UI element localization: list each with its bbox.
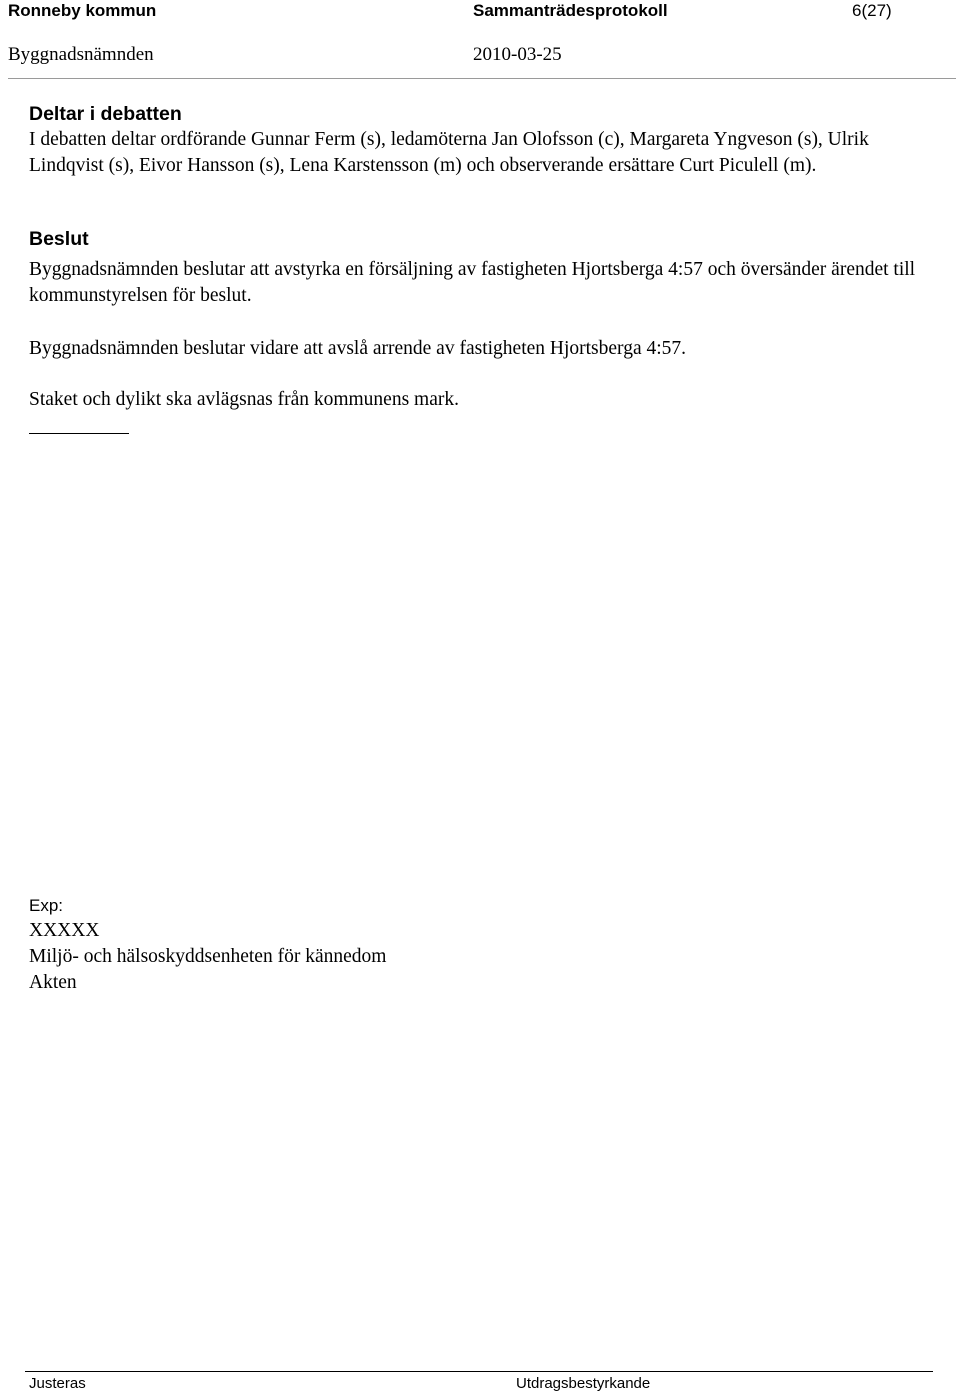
expedition-recipient: Akten [29,972,77,993]
expedition-label: Exp: [29,896,64,915]
decision-paragraph-text: Staket och dylikt ska avlägsnas från kommunens mark. [29,389,459,410]
footer-justeras: Justeras [29,1375,86,1392]
expedition-list [29,894,929,996]
decision-paragraph [29,336,929,362]
board-name: Byggnadsnämnden [8,44,154,65]
decision-paragraph-text: Byggnadsnämnden beslutar vidare att avslå arrende av fastigheten Hjortsberga 4:57. [29,338,687,359]
debate-text: I debatten deltar ordförande Gunnar Ferm (s), ledamöterna Jan Olofsson (c), Margareta Yngveson (s), Ulrik Lindqvist (s), Eivor Hansson (s), Lena Karstensson (m) och observerande ersättare Curt Piculell (m). [29,129,869,176]
expedition-recipient: XXXXX [29,920,100,941]
meeting-date: 2010-03-25 [473,44,562,65]
debate-section [29,101,929,179]
header-divider [8,78,956,79]
expedition-recipient: Miljö- och hälsoskyddsenheten för kännedom [29,946,387,967]
footer-utdragsbestyrkande: Utdragsbestyrkande [516,1375,651,1392]
document-type: Sammanträdesprotokoll [473,1,668,20]
section-end-rule [29,433,129,434]
decision-paragraph [29,387,929,413]
page-number: 6(27) [852,1,892,20]
decision-paragraph: Byggnadsnämnden beslutar att avstyrka en försäljning av fastigheten Hjortsberga 4:57 och översänder ärendet till kommunstyrelsen för beslut. [29,259,916,306]
debate-heading: Deltar i debatten [29,103,182,125]
decision-heading: Beslut [29,228,89,250]
footer-divider [25,1371,933,1372]
decision-section [29,226,929,309]
organization-name: Ronneby kommun [8,1,157,20]
